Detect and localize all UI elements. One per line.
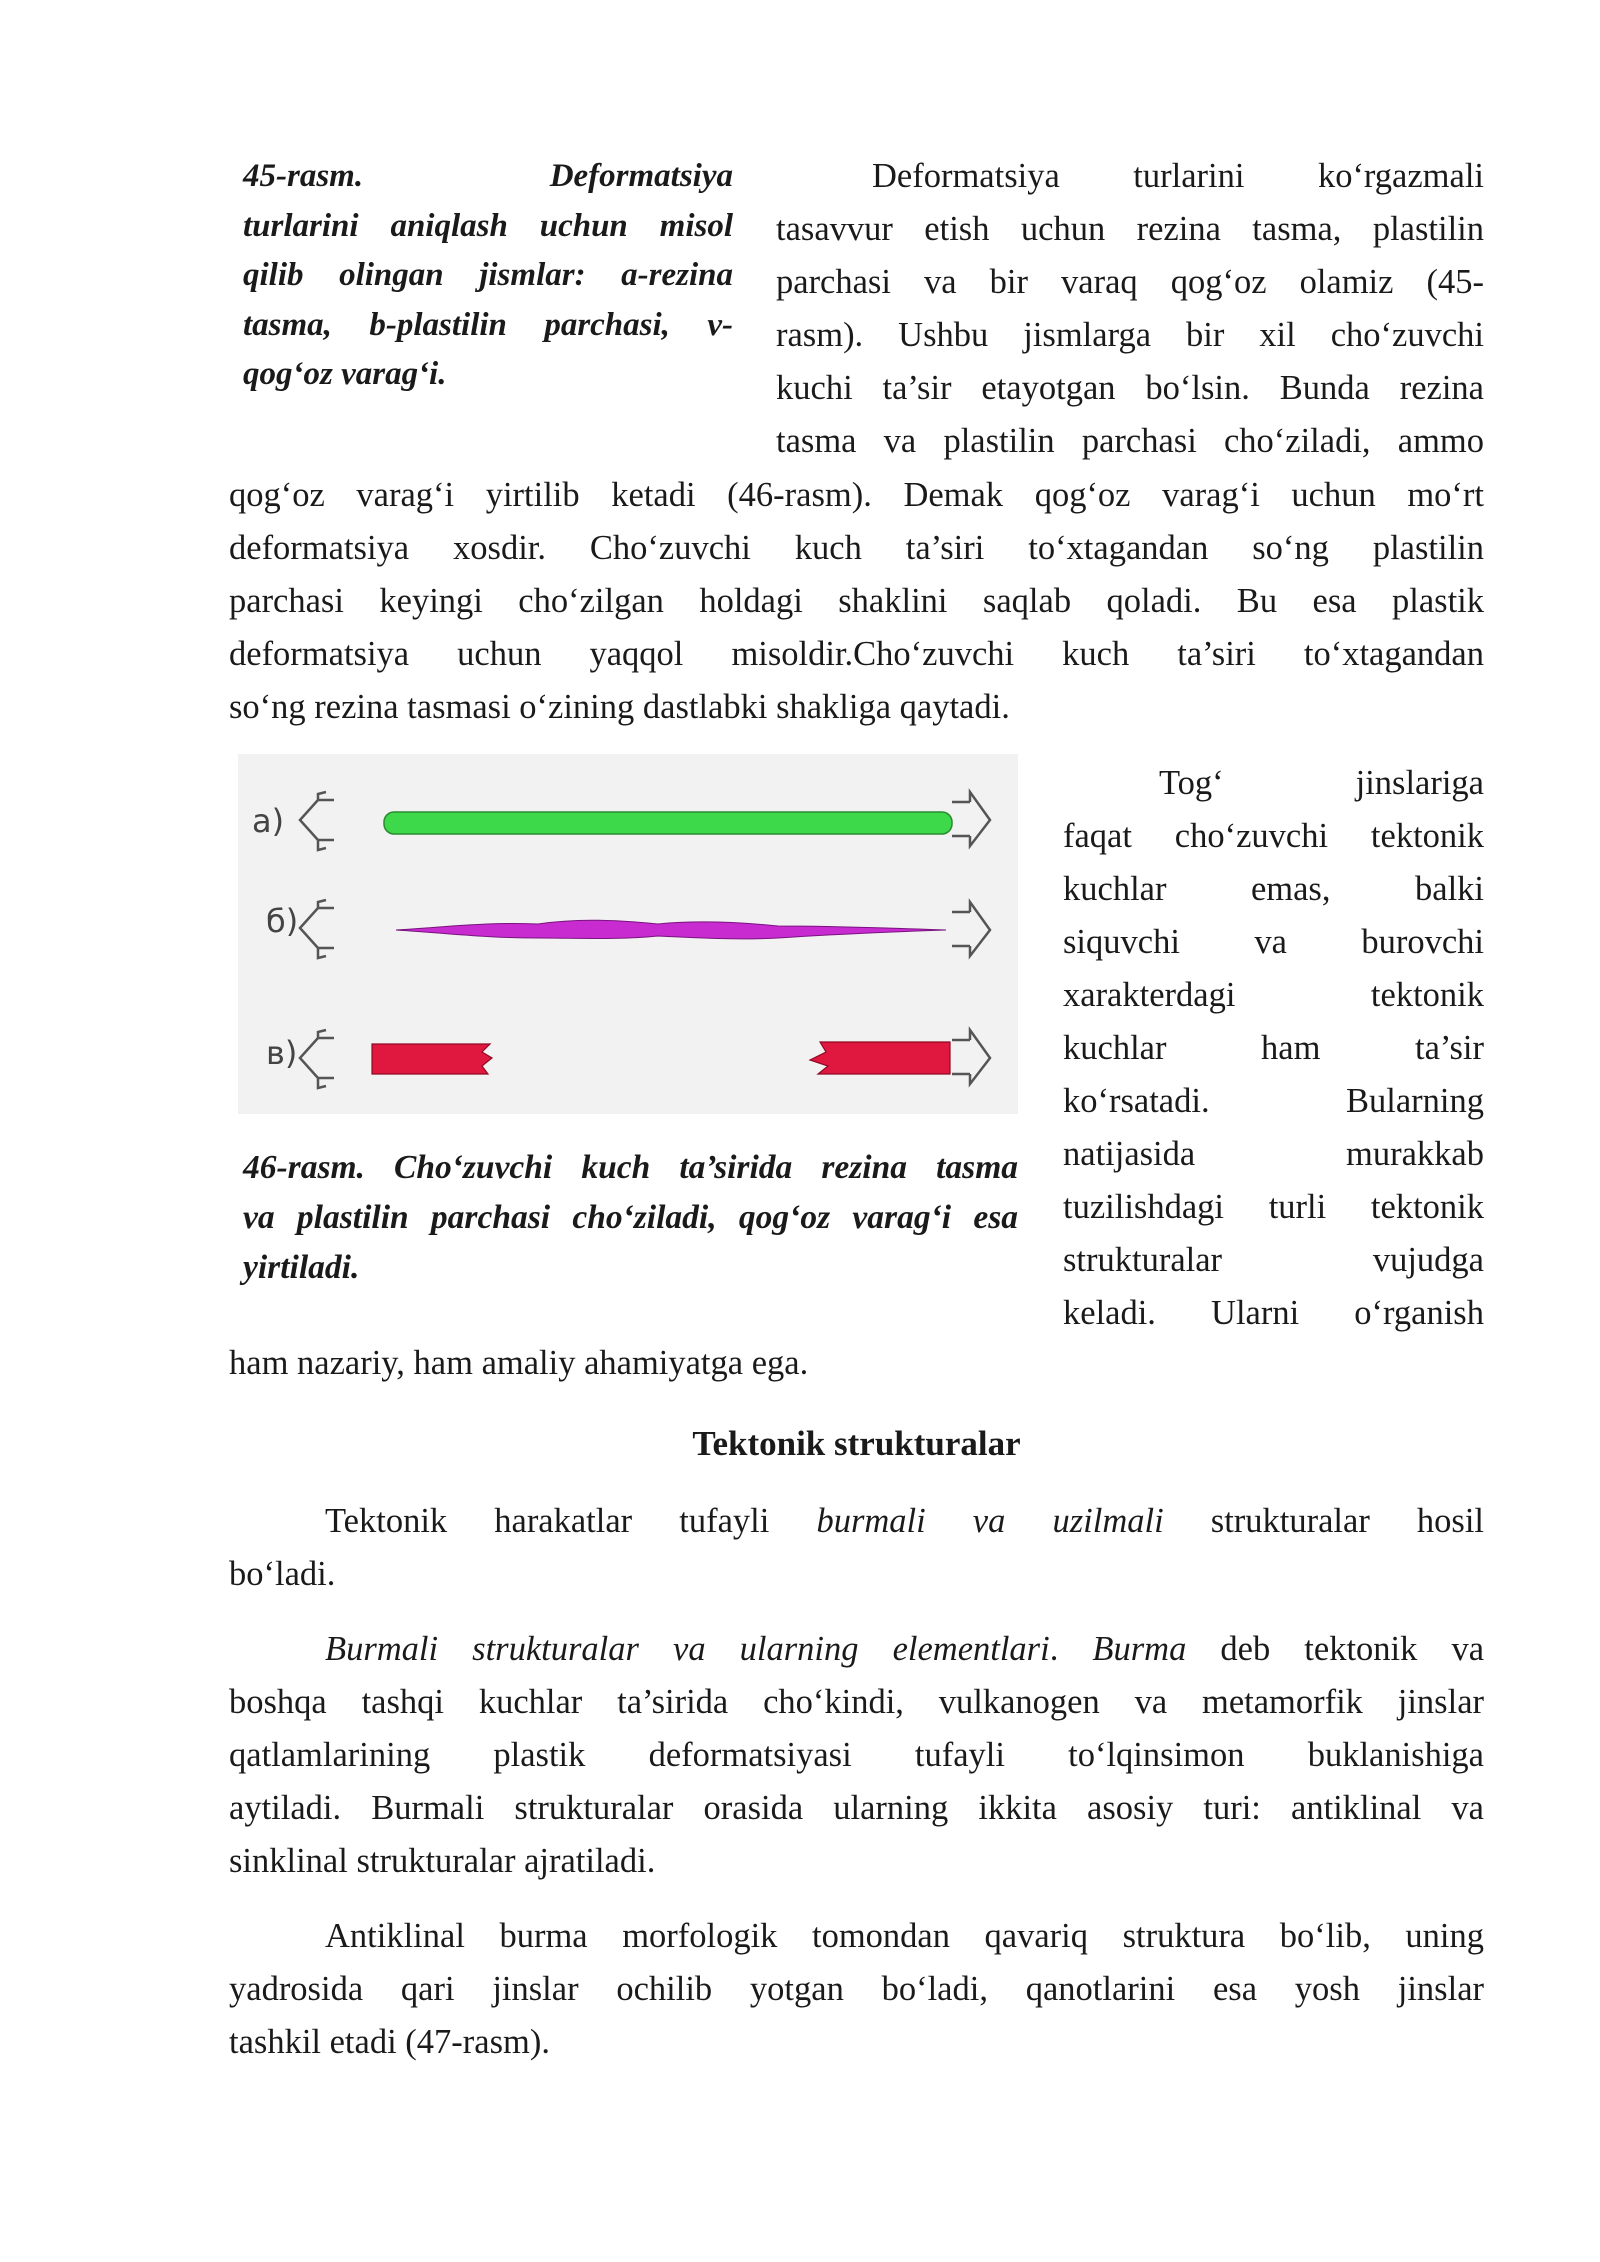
- paper-piece-left: [372, 1044, 492, 1074]
- section-heading: Tektonik strukturalar: [692, 1424, 1021, 1463]
- caption-line: va plastilin parchasi cho‘ziladi, qog‘oz varag‘i esa: [243, 1199, 1018, 1236]
- text-line: rasm). Ushbu jismlarga bir xil cho‘zuvchi: [776, 316, 1484, 354]
- text-line: parchasi keyingi cho‘zilgan holdagi shaklini saqlab qoladi. Bu esa plastik: [229, 582, 1484, 620]
- text-line: Antiklinal burma morfologik tomondan qavariq struktura bo‘lib, uning: [325, 1917, 1484, 1955]
- section-paragraph-3: [229, 1910, 1484, 2069]
- caption-line: qog‘oz varag‘i.: [243, 356, 447, 392]
- text-line: Tog‘ jinslariga: [1159, 764, 1484, 802]
- text-line: qog‘oz varag‘i yirtilib ketadi (46-rasm). Demak qog‘oz varag‘i uchun mo‘rt: [229, 476, 1484, 514]
- text-line: natijasida murakkab: [1063, 1135, 1484, 1173]
- paragraph-2-right-column: [1063, 757, 1484, 1340]
- caption-line: tasma, b-plastilin parchasi, v-: [243, 306, 733, 343]
- text-line: faqat cho‘zuvchi tektonik: [1063, 817, 1484, 855]
- text-line: Burmali strukturalar va ularning elementlari. Burma deb tektonik va: [325, 1630, 1485, 1668]
- text-line: boshqa tashqi kuchlar ta’sirida cho‘kindi, vulkanogen va metamorfik jinslar: [229, 1683, 1484, 1721]
- text-line: keladi. Ularni o‘rganish: [1063, 1294, 1484, 1332]
- paper-piece-right: [810, 1042, 950, 1074]
- rubber-band-strip: [384, 812, 952, 834]
- text-line: tuzilishdagi turli tektonik: [1063, 1188, 1484, 1226]
- text-line: siquvchi va burovchi: [1063, 923, 1484, 961]
- text-line: ham nazariy, ham amaliy ahamiyatga ega.: [229, 1344, 809, 1382]
- text-line: tashkil etadi (47-rasm).: [229, 2023, 550, 2061]
- figure-45-caption: [243, 152, 733, 400]
- text-line: aytiladi. Burmali strukturalar orasida ularning ikkita asosiy turi: antiklinal va: [229, 1789, 1484, 1827]
- figure-46-illustration: [238, 754, 1018, 1114]
- left-arrow-icon: [300, 1030, 334, 1088]
- text-line: deformatsiya xosdir. Cho‘zuvchi kuch ta’siri to‘xtagandan so‘ng plastilin: [229, 529, 1484, 567]
- text-line: xarakterdagi tektonik: [1063, 976, 1484, 1014]
- text-line: yadrosida qari jinslar ochilib yotgan bo‘ladi, qanotlarini esa yosh jinslar: [229, 1970, 1484, 2008]
- paragraph-2-last-line: [229, 1337, 1484, 1390]
- figure-46-drawing: [238, 754, 1018, 1114]
- right-arrow-icon: [952, 902, 990, 956]
- left-arrow-icon: [300, 792, 334, 850]
- text-line: Deformatsiya turlarini ko‘rgazmali: [872, 157, 1484, 195]
- text-line: qatlamlarining plastik deformatsiyasi tufayli to‘lqinsimon buklanishiga: [229, 1736, 1484, 1774]
- text-line: deformatsiya uchun yaqqol misoldir.Cho‘zuvchi kuch ta’siri to‘xtagandan: [229, 635, 1484, 673]
- text-line: parchasi va bir varaq qog‘oz olamiz (45-: [776, 263, 1484, 301]
- section-paragraph-1: [229, 1495, 1484, 1601]
- caption-line: yirtiladi.: [243, 1249, 360, 1286]
- plasticine-piece: [396, 920, 946, 939]
- right-arrow-icon: [952, 792, 990, 846]
- text-line: kuchlar ham ta’sir: [1063, 1029, 1484, 1067]
- caption-line: qilib olingan jismlar: a-rezina: [243, 257, 733, 293]
- text-line: so‘ng rezina tasmasi o‘zining dastlabki shakliga qaytadi.: [229, 688, 1010, 726]
- caption-line: turlarini aniqlash uchun misol: [243, 207, 733, 244]
- figure-46-caption: [243, 1143, 1018, 1293]
- label-b: б): [266, 902, 299, 940]
- right-arrow-icon: [952, 1030, 990, 1084]
- caption-line: 45-rasm. Deformatsiya: [243, 158, 733, 194]
- text-line: sinklinal strukturalar ajratiladi.: [229, 1842, 656, 1880]
- text-line: bo‘ladi.: [229, 1555, 336, 1593]
- text-line: kuchi ta’sir etayotgan bo‘lsin. Bunda rezina: [776, 369, 1484, 407]
- caption-line: 46-rasm. Cho‘zuvchi kuch ta’sirida rezina tasma: [243, 1149, 1018, 1186]
- text-line: tasavvur etish uchun rezina tasma, plastilin: [776, 210, 1484, 248]
- paragraph-1-right-column: [776, 150, 1484, 468]
- label-v: в): [266, 1034, 298, 1072]
- text-line: kuchlar emas, balki: [1063, 870, 1484, 908]
- text-line: strukturalar vujudga: [1063, 1241, 1484, 1279]
- text-line: Tektonik harakatlar tufayli burmali va uzilmali strukturalar hosil: [325, 1502, 1485, 1540]
- text-line: tasma va plastilin parchasi cho‘ziladi, ammo: [776, 422, 1484, 460]
- paragraph-1-continuation: [229, 469, 1484, 734]
- text-line: ko‘rsatadi. Bularning: [1063, 1082, 1484, 1120]
- label-a: а): [252, 802, 285, 840]
- section-paragraph-2: [229, 1623, 1484, 1888]
- left-arrow-icon: [300, 900, 334, 958]
